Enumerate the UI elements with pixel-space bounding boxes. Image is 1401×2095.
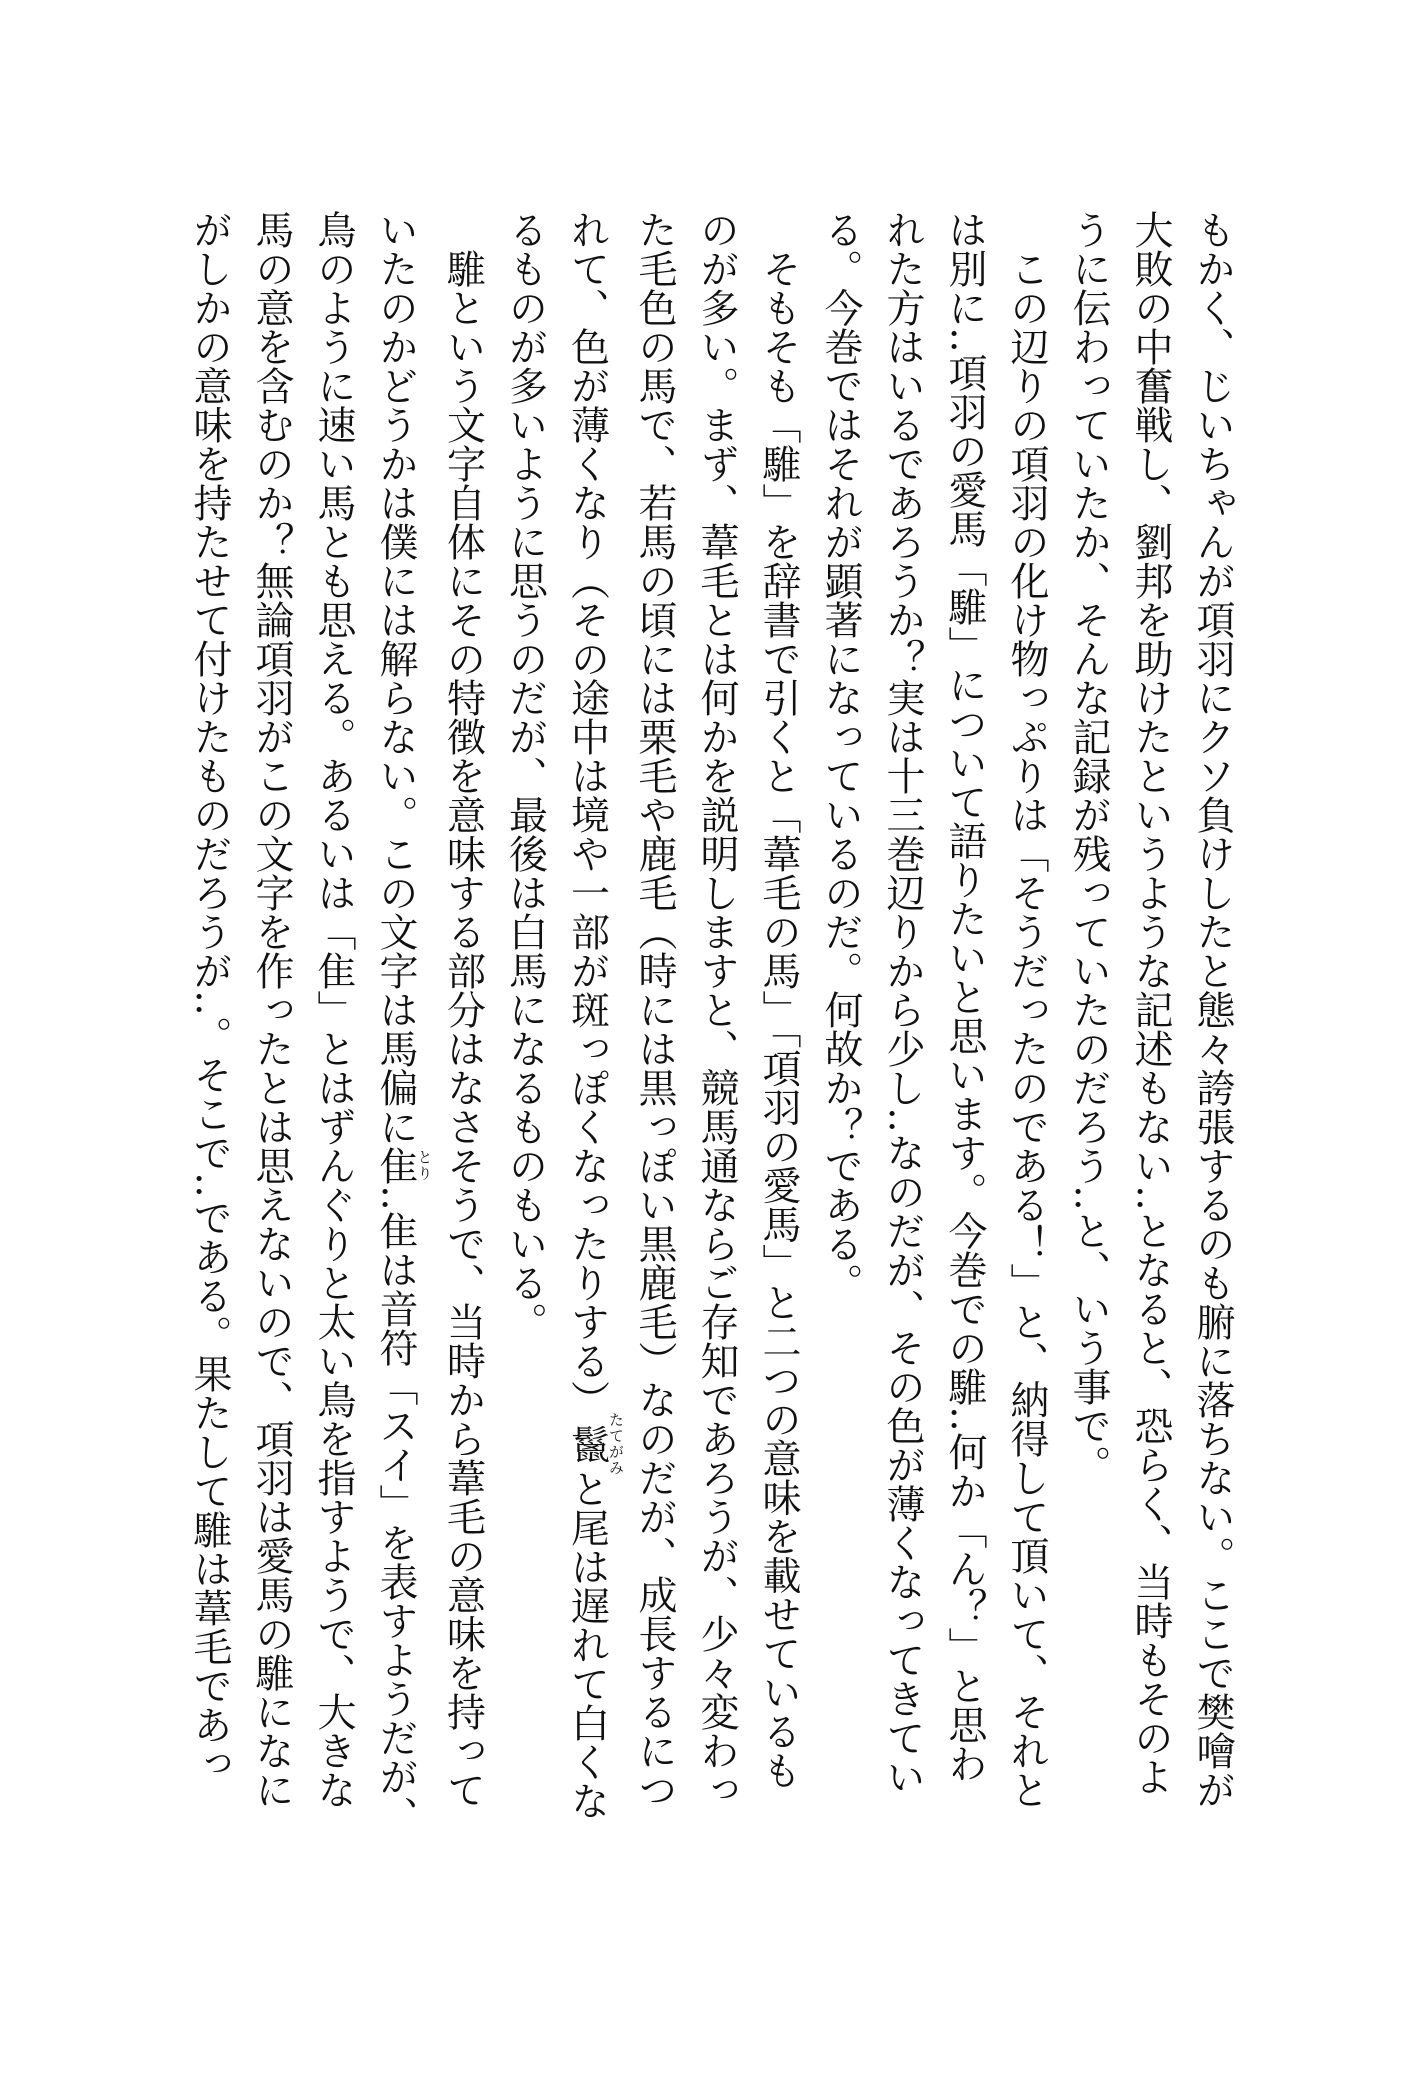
text-column-11: れて、色が薄くなり（その途中は境や一部が斑っぽくなったりする）鬣たてがみと尾は遅れて白くな	[565, 210, 623, 1820]
text-column-2: 大敗の中奮戦し、劉邦を助けたというような記述もない‥となると、恐らく、当時もそのよ	[1129, 210, 1172, 1797]
text-column-3: うに伝わっていたか、そんな記録が残っていたのだろう‥と、いう事で。	[1067, 210, 1110, 1485]
text-column-15: 鳥のように速い馬とも思える。あるいは「隹」とはずんぐりと太い鳥を指すようで、大きな	[312, 210, 355, 1809]
furigana-text: たてがみ	[607, 1412, 623, 1476]
text-column-5: は別に‥項羽の愛馬「騅」について語りたいと思います。今巻での騅‥何か「ん？」と思わ	[943, 210, 986, 1784]
furigana-text: とり	[415, 1146, 432, 1185]
ruby-annotated-kanji: 隹とり	[374, 1146, 432, 1185]
ruby-annotated-kanji: 鬣たてがみ	[565, 1412, 623, 1476]
text-column-12: るものが多いように思うのだが、最後は白馬になるものもいる。	[503, 210, 547, 1341]
text-block	[178, 210, 1243, 1862]
text-column-9: のが多い。まず、葦毛とは何かを説明しますと、競馬通ならご存知であろうが、少々変わっ	[695, 210, 738, 1809]
text-column-7: る。今巻ではそれが顕著になっているのだ。何故か？である。	[819, 210, 862, 1302]
text-column-8: そもそも「騅」を辞書で引くと「葦毛の馬」「項羽の愛馬」と二つの意味を載せているも	[757, 210, 800, 1790]
text-column-4: この辺りの項羽の化け物っぷりは「そうだったのである！」と、納得して頂いて、それと	[1005, 210, 1048, 1809]
text-column-13: 騅という文字自体にその特徴を意味する部分はなさそうで、当時から葦毛の意味を持って	[441, 210, 485, 1809]
text-column-1: もかく、じいちゃんが項羽にクソ負けしたと態々誇張するのも腑に落ちない。ここで樊噲が	[1191, 210, 1234, 1809]
text-column-10: た毛色の馬で、若馬の頃には栗毛や鹿毛（時には黒っぽい黒鹿毛）なのだが、成長するにつ	[633, 210, 676, 1809]
text-column-6: れた方はいるであろうか？実は十三巻辺りから少し‥なのだが、その色が薄くなってきてい	[881, 210, 924, 1797]
text-column-16: 馬の意を含むのか？無論項羽がこの文字を作ったとは思えないので、項羽は愛馬の騅になに	[250, 210, 293, 1809]
text-column-17: がしかの意味を持たせて付けたものだろうが‥。そこで‥である。果たして騅は葦毛であっ	[188, 210, 231, 1784]
text-column-14: いたのかどうかは僕には解らない。この文字は馬偏に隹とり‥隹は音符「スイ」を表すようだが、	[374, 210, 432, 1836]
